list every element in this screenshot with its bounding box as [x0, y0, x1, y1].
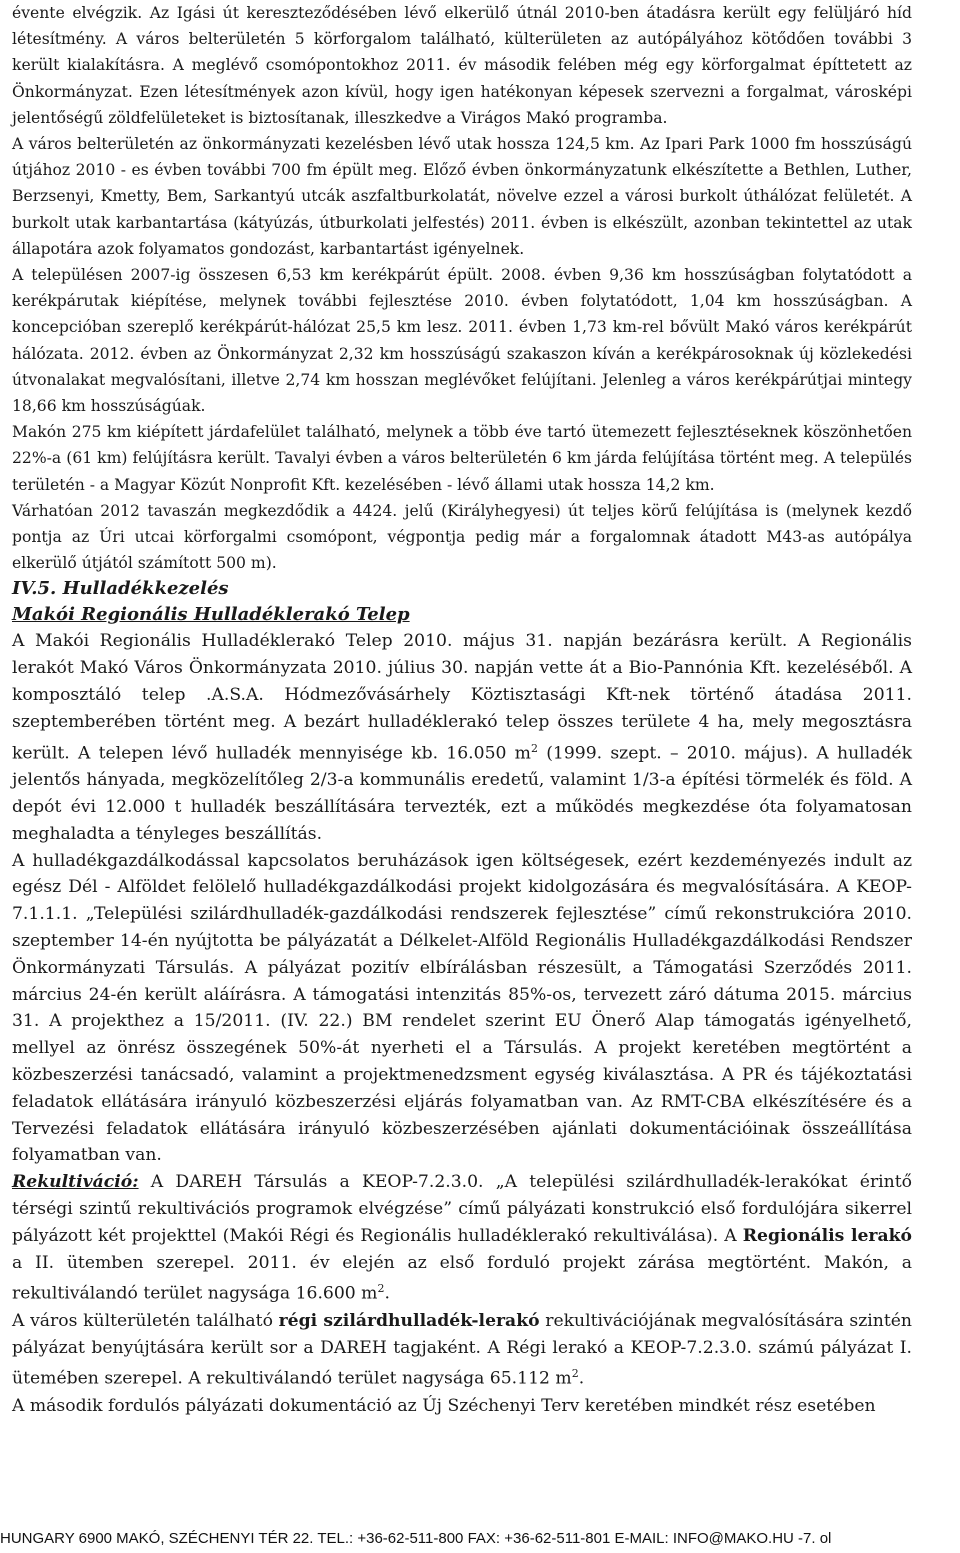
- superscript: 2: [530, 741, 538, 755]
- landfill-text-a: A Makói Regionális Hulladéklerakó Telep 2010. május 31. napján bezárásra került. A Regionális lerakót Makó Város Önkormányzata 2010. július 30. napján vette át a Bio-Pannónia Kft. kezeléséből. A komposztáló telep .A.S.A. Hódmezővásárhely Köztisztasági Kft-nek történő átadása 2011. szeptemberében történt meg. A bezárt hulladéklerakó telep összes területe 4 ha, mely megosztásra került. A telepen lévő hulladék mennyisége kb. 16.050 m: [12, 631, 912, 764]
- section-heading: IV.5. Hulladékkezelés: [12, 578, 229, 600]
- paragraph-road-4424: Várhatóan 2012 tavaszán megkezdődik a 4424. jelű (Királyhegyesi) út teljes körű felújítása is (melynek kezdő pontja az Úri utcai körforgalmi csomópont, végpontja pedig már a forgalomnak átadott M43-as autópálya elkerülő útjától számított 500 m).: [12, 501, 912, 573]
- superscript: 2: [571, 1367, 579, 1381]
- paragraph-waste-management: A hulladékgazdálkodással kapcsolatos beruházások igen költségesek, ezért kezdeményezés indult az egész Dél - Alföldet felölelő hulladékgazdálkodási projekt kidolgozására és megvalósítására. A KEOP-7.1.1.1. „Települési szilárdhulladék-gazdálkodási rendszerek fejlesztése” című rekonstrukcióra 2010. szeptember 14-én nyújtotta be pályázatát a Délkelet-Alföld Regionális Hulladékgazdálkodási Rendszer Önkormányzati Társulás. A pályázat pozitív elbírálásban részesült, a Támogatási Szerződés 2011. március 24-én került aláírásra. A támogatási intenzitás 85%-os, tervezett záró dátuma 2015. március 31. A projekthez a 15/2011. (IV. 22.) BM rendelet szerint EU Önerő Alap támogatás igényelhető, mellyel az önrész összegének 50%-át nyerheti el a Társulás. A projekt keretében megtörtént a közbeszerzési tanácsadó, valamint a projektmenedzsment egység kiválasztása. A PR és tájékoztatási feladatok ellátására irányuló közbeszerzési eljárás folyamatban van. Az RMT-CBA elkészítésére és a Tervezési feladatok ellátására irányuló közbeszerzésében ajánlati dokumentációinak összeállítása folyamatban van.: [12, 850, 912, 1166]
- paragraph-old-landfill: [12, 1308, 912, 1393]
- superscript: 2: [377, 1282, 385, 1296]
- paragraph-landfill: [12, 628, 912, 847]
- paragraph-roundabouts: évente elvégzik. Az Igási út kereszteződésében lévő elkerülő útnál 2010-ben átadásra került egy felüljáró híd létesítmény. A város belterületén 5 körforgalom található, külterületen az autópályához kötődően további 3 került kialakításra. A meglévő csomópontokhoz 2011. év második felében még egy körforgalmat építtetett az Önkormányzat. Ezen létesítmények azon kívül, hogy igen hatékonyan képesek szervezni a forgalmat, városképi jelentőségű zöldfelületeket is biztosítanak, illeszkedve a Virágos Makó programba.: [12, 4, 912, 127]
- paragraph-rekultivacio: [12, 1169, 912, 1308]
- paragraph-roads: A város belterületén az önkormányzati kezelésben lévő utak hossza 124,5 km. Az Ipari Park 1000 fm hosszúságú útjához 2010 - es évben további 700 fm épült meg. Előző évben önkormányzatunk elkészítette a Bethlen, Luther, Berzsenyi, Kmetty, Bem, Sarkantyú utcák aszfaltburkolatát, növelve ezzel a városi burkolt úthálózat felületét. A burkolt utak karbantartása (kátyúzás, útburkolati jelfestés) 2011. évben is elkészült, azonban tekintettel az utak állapotára azok folyamatos gondozást, karbantartást igényelnek.: [12, 135, 912, 258]
- rekult-text-3: .: [384, 1284, 390, 1305]
- subheading: Makói Regionális Hulladéklerakó Telep: [12, 604, 410, 626]
- rekult-text-2: a II. ütemben szerepel. 2011. év elején az első forduló projekt zárása megtörtént. Makón, a rekultiválandó terület nagysága 16.600 m: [12, 1252, 912, 1305]
- p9-text-1: A város külterületén található: [12, 1310, 279, 1331]
- p9-bold: régi szilárdhulladék-lerakó: [278, 1310, 540, 1331]
- page-footer: HUNGARY 6900 MAKÓ, SZÉCHENYI TÉR 22. TEL.: +36-62-511-800 FAX: +36-62-511-801 E-MAIL: INFO@MAKO.HU -7. ol: [0, 1530, 832, 1547]
- rekult-text-1: A DAREH Társulás a KEOP-7.2.3.0. „A települési szilárdhulladék-lerakókat érintő térségi szintű rekultivációs programok elvégzése” című pályázati konstrukció első fordulójára sikerrel pályázott két projekttel (Makói Régi és Regionális hulladéklerakó rekultiválása). A: [12, 1172, 912, 1246]
- p9-text-2: rekultivációjának megvalósítására szintén pályázat benyújtására került sor a DAREH tagjaként. A Régi lerakó a KEOP-7.2.3.0. számú pályázat I. ütemében szerepel. A rekultiválandó terület nagysága 65.112 m: [12, 1310, 912, 1390]
- document-page: [12, 0, 912, 1420]
- landfill-text-b: (1999. szept. – 2010. május). A hulladék jelentős hányada, megközelítőleg 2/3-a kommunális eredetű, valamint 1/3-a építési törmelék és föld. A depót évi 12.000 t hulladék beszállítására tervezték, ezt a működés megkezdése óta folyamatosan meghaladta a tényleges beszállítás.: [12, 743, 913, 844]
- paragraph-bike-paths: A településen 2007-ig összesen 6,53 km kerékpárút épült. 2008. évben 9,36 km hosszúságban folytatódott a kerékpárutak kiépítése, melynek további fejlesztése 2010. évben folytatódott, 1,04 km hosszúságban. A koncepcióban szereplő kerékpárút-hálózat 25,5 km lesz. 2011. évben 1,73 km-rel bővült Makó város kerékpárút hálózata. 2012. évben az Önkormányzat 2,32 km hosszúságú szakaszon kíván a kerékpárosoknak új közlekedési útvonalakat megvalósítani, illetve 2,74 km hosszan meglévőket felújítani. Jelenleg a város kerékpárútjai mintegy 18,66 km hosszúságúak.: [12, 266, 912, 416]
- rekultivacio-label: Rekultiváció:: [12, 1172, 139, 1193]
- paragraph-second-round: A második fordulós pályázati dokumentáció az Új Széchenyi Terv keretében mindkét rész esetében: [12, 1395, 876, 1416]
- paragraph-sidewalks: Makón 275 km kiépített járdafelület található, melynek a több éve tartó ütemezett fejlesztéseknek köszönhetően 22%-a (61 km) felújításra került. Tavalyi évben a város belterületén 6 km járda felújítása történt meg. A település területén - a Magyar Közút Nonprofit Kft. kezelésében - lévő állami utak hossza 14,2 km.: [12, 423, 912, 494]
- rekult-bold: Regionális lerakó: [742, 1225, 912, 1246]
- p9-text-3: .: [578, 1369, 585, 1390]
